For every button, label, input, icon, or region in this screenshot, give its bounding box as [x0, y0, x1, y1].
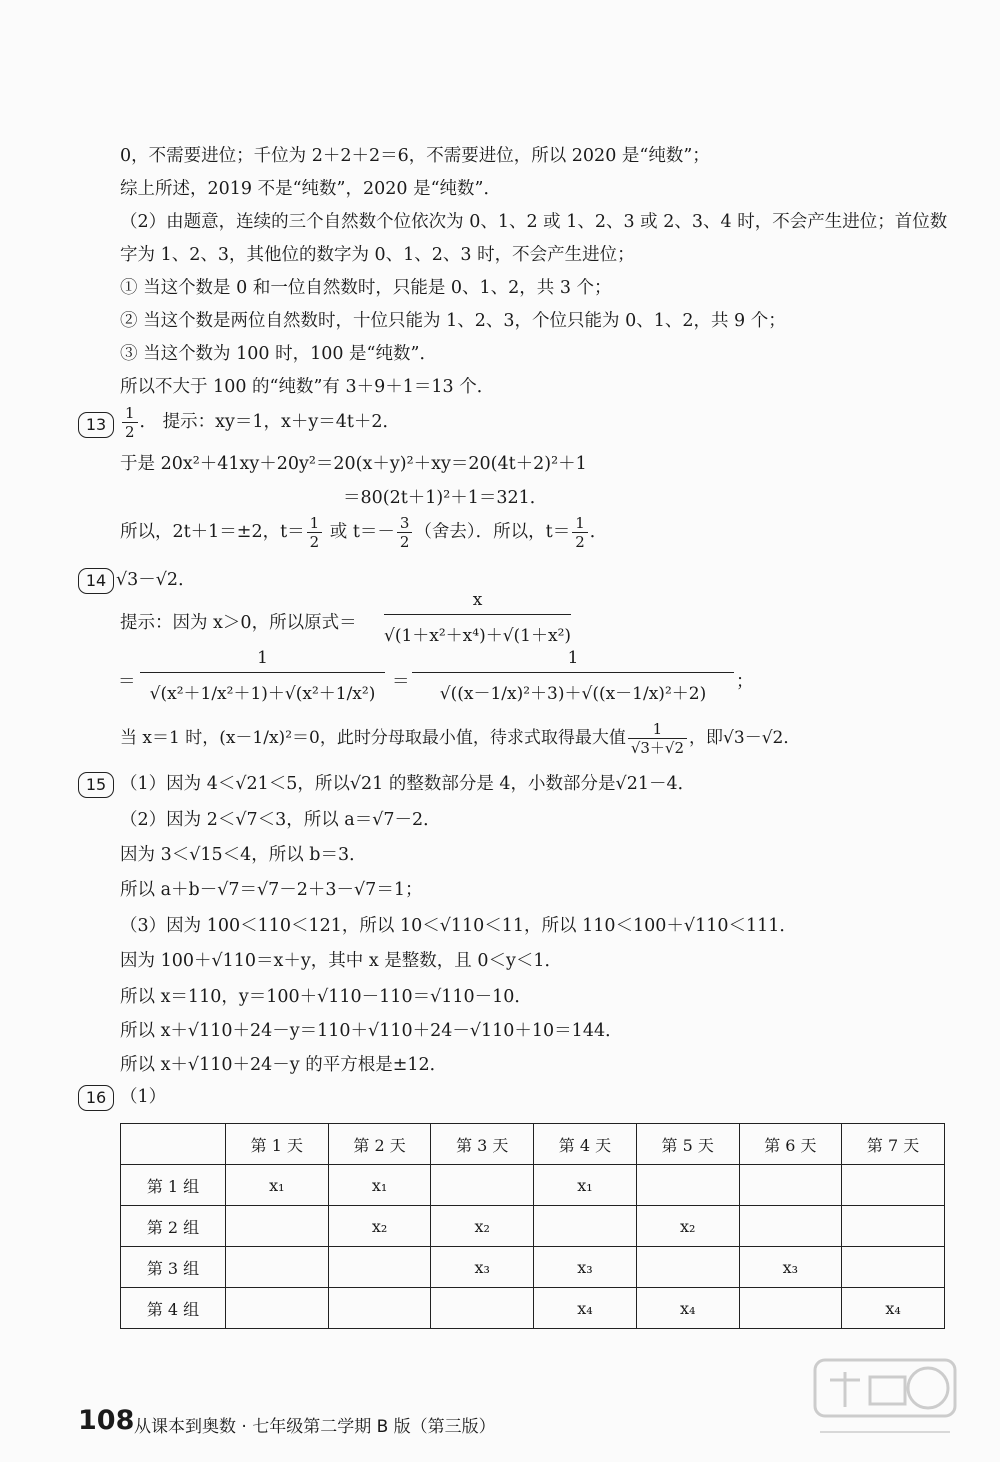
table-row: [121, 1206, 945, 1247]
table-cell: [431, 1288, 534, 1329]
denominator: √3＋√2: [630, 739, 685, 757]
table-cell: [226, 1206, 329, 1247]
text: 当 x＝1 时，(x－1/x)²＝0，此时分母取最小值，待求式取得最大值: [120, 728, 626, 748]
table-cell: x₃: [739, 1247, 842, 1288]
denominator: √(1＋x²＋x⁴)＋√(1＋x²): [384, 626, 572, 646]
text: ．: [589, 522, 608, 542]
table-header-cell: [121, 1124, 226, 1165]
q15-line: （2）因为 2＜√7＜3，所以 a＝√7－2．: [120, 810, 441, 830]
answer-fraction: [122, 404, 138, 441]
table-cell: x₄: [534, 1288, 637, 1329]
text-line: ② 当这个数是两位自然数时，十位只能为 1、2、3，个位只能为 0、1、2，共 9 个；: [120, 311, 786, 331]
q15-line: 因为 3＜√15＜4，所以 b＝3．: [120, 845, 367, 865]
watermark-logo: [810, 1352, 960, 1452]
table-cell: [534, 1206, 637, 1247]
q15-line: 所以 x＝110，y＝100＋√110－110＝√110－10．: [120, 987, 532, 1007]
table-cell: [226, 1247, 329, 1288]
q15-line: 所以 x＋√110＋24－y 的平方根是±12．: [120, 1055, 448, 1075]
denominator: √((x－1/x)²＋3)＋√((x－1/x)²＋2): [439, 684, 707, 704]
q15-line: 因为 100＋√110＝x＋y，其中 x 是整数，且 0＜y＜1．: [120, 951, 562, 971]
fraction: [397, 514, 413, 551]
q15-line: （3）因为 100＜110＜121，所以 10＜√110＜11，所以 110＜100＋√110＜111．: [120, 916, 797, 936]
numerator: x: [384, 590, 571, 615]
question-number: 14: [78, 568, 114, 594]
table-row: [121, 1165, 945, 1206]
table-cell: x₁: [226, 1165, 329, 1206]
table-cell: [739, 1165, 842, 1206]
numerator: 1: [122, 404, 138, 423]
table-cell: [636, 1165, 739, 1206]
table-row: [121, 1288, 945, 1329]
table-cell: x₁: [328, 1165, 431, 1206]
table-cell: [739, 1206, 842, 1247]
table-header-cell: 第 4 天: [534, 1124, 637, 1165]
text-line: （2）由题意，连续的三个自然数个位依次为 0、1、2 或 1、2、3 或 2、3、4 时，不会产生进位；首位数: [120, 212, 948, 232]
denominator: 2: [125, 423, 135, 441]
q13-line3: [120, 514, 607, 551]
denominator: 2: [399, 533, 410, 551]
table-header-cell: 第 2 天: [328, 1124, 431, 1165]
table-cell: x₂: [636, 1206, 739, 1247]
table-cell: x₄: [842, 1288, 945, 1329]
table-cell: 第 2 组: [121, 1206, 226, 1247]
table-cell: [431, 1165, 534, 1206]
table-cell: 第 1 组: [121, 1165, 226, 1206]
table-cell: x₃: [534, 1247, 637, 1288]
table-header-cell: 第 6 天: [739, 1124, 842, 1165]
page-number: 108: [78, 1405, 135, 1436]
q15-line: 所以 x＋√110＋24－y＝110＋√110＋24－√110＋10＝144．: [120, 1021, 623, 1041]
table-header-row: [121, 1124, 945, 1165]
table-cell: x₂: [431, 1206, 534, 1247]
table-header-cell: 第 7 天: [842, 1124, 945, 1165]
table-cell: [739, 1288, 842, 1329]
table-cell: 第 4 组: [121, 1288, 226, 1329]
denominator: √(x²＋1/x²＋1)＋√(x²＋1/x²): [149, 684, 376, 704]
denominator: 2: [575, 533, 585, 551]
book-title: 从课本到奥数 · 七年级第二学期 B 版（第三版）: [134, 1417, 496, 1437]
text: ，即√3－√2．: [689, 728, 801, 748]
numerator: 1: [307, 514, 323, 533]
text-line: 0，不需要进位；千位为 2＋2＋2＝6，不需要进位，所以 2020 是“纯数”；: [120, 146, 710, 166]
schedule-table: [120, 1123, 945, 1329]
equals-sign: ＝: [118, 672, 136, 692]
table-row: [121, 1247, 945, 1288]
text-line: 所以不大于 100 的“纯数”有 3＋9＋1＝13 个．: [120, 377, 495, 397]
q13-line2: ＝80(2t＋1)²＋1＝321．: [343, 488, 548, 508]
q16-part: （1）: [120, 1087, 167, 1107]
question-number: 13: [78, 412, 114, 438]
q15-line: （1）因为 4＜√21＜5，所以√21 的整数部分是 4，小数部分是√21－4．: [120, 774, 696, 794]
table-cell: [842, 1247, 945, 1288]
table-header-cell: 第 5 天: [636, 1124, 739, 1165]
question-number: 15: [78, 772, 114, 798]
q13-line1: 于是 20x²＋41xy＋20y²＝20(x＋y)²＋xy＝20(4t＋2)²＋1: [120, 454, 587, 474]
text: 所以，2t＋1＝±2，t＝: [120, 522, 305, 542]
semicolon: ；: [736, 672, 754, 692]
numerator: 1: [412, 648, 734, 673]
denominator: 2: [309, 533, 320, 551]
q14-fraction-3: [412, 648, 734, 704]
table-header-cell: 第 1 天: [226, 1124, 329, 1165]
text-line: ① 当这个数是 0 和一位自然数时，只能是 0、1、2，共 3 个；: [120, 278, 612, 298]
table-cell: [636, 1247, 739, 1288]
table-header-cell: 第 3 天: [431, 1124, 534, 1165]
numerator: 1: [628, 720, 687, 739]
fraction: [628, 720, 687, 757]
table-cell: [226, 1288, 329, 1329]
fraction: [307, 514, 323, 551]
fraction: [572, 514, 588, 551]
text-line: ③ 当这个数为 100 时，100 是“纯数”．: [120, 344, 437, 364]
equals-sign: ＝: [392, 672, 410, 692]
text-line: 综上所述，2019 不是“纯数”，2020 是“纯数”．: [120, 179, 501, 199]
table-cell: [842, 1206, 945, 1247]
question-number: 16: [78, 1085, 114, 1111]
table-cell: [328, 1288, 431, 1329]
text: （舍去）．所以，t＝: [414, 522, 571, 542]
table-cell: 第 3 组: [121, 1247, 226, 1288]
table-cell: x₄: [636, 1288, 739, 1329]
q14-last-line: [120, 720, 800, 757]
q13-answer: [120, 404, 400, 441]
numerator: 1: [140, 648, 385, 673]
q15-line: 所以 a＋b－√7＝√7－2＋3－√7＝1；: [120, 880, 423, 900]
q14-hint: 提示：因为 x＞0，所以原式＝: [120, 613, 357, 633]
numerator: 1: [572, 514, 588, 533]
table-cell: [842, 1165, 945, 1206]
table-cell: [328, 1247, 431, 1288]
q14-fraction-1: [384, 590, 571, 646]
q13-hint: ． 提示：xy＝1，x＋y＝4t＋2．: [139, 412, 401, 432]
q14-answer: √3－√2．: [116, 570, 196, 590]
table-cell: x₃: [431, 1247, 534, 1288]
numerator: 3: [397, 514, 413, 533]
text-line: 字为 1、2、3，其他位的数字为 0、1、2、3 时，不会产生进位；: [120, 245, 635, 265]
text: 或 t＝－: [324, 522, 395, 542]
table-cell: x₁: [534, 1165, 637, 1206]
q14-fraction-2: [140, 648, 385, 704]
table-cell: x₂: [328, 1206, 431, 1247]
